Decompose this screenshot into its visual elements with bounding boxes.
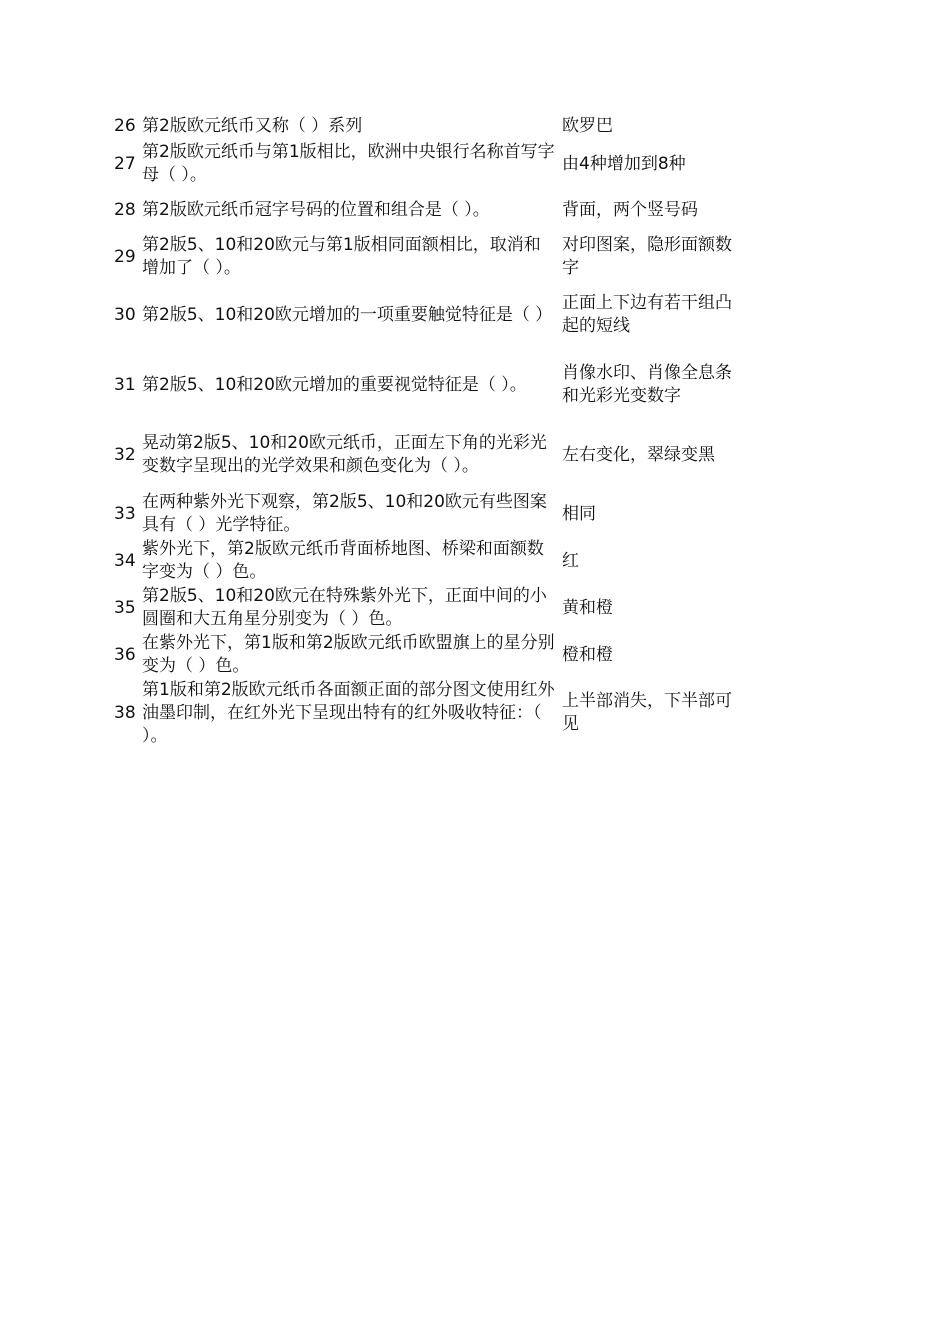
row-number: 29 [114,246,136,267]
question-text: 第2版欧元纸币冠字号码的位置和组合是（ ）。 [142,199,490,220]
answer-text: 由4种增加到8种 [562,153,686,174]
table-row [112,537,752,585]
answer-text: 背面，两个竖号码 [562,199,698,220]
question-text: 在两种紫外光下观察，第2版5、10和20欧元有些图案具有（ ）光学特征。 [142,492,547,535]
answer-text: 上半部消失，下半部可见 [562,691,732,734]
row-number: 34 [114,550,136,571]
question-text: 第2版5、10和20欧元增加的一项重要触觉特征是（ ） [142,304,553,325]
answer-text: 欧罗巴 [562,115,613,136]
table-row [112,140,752,188]
row-number: 32 [114,444,136,465]
row-number: 27 [114,153,136,174]
question-text: 在紫外光下，第1版和第2版欧元纸币欧盟旗上的星分别变为（ ）色。 [142,633,555,676]
answer-text: 相同 [562,503,596,524]
table-row [112,420,752,490]
row-number: 38 [114,702,136,723]
table-row [112,113,752,139]
row-number: 28 [114,199,136,220]
question-text: 第2版5、10和20欧元增加的重要视觉特征是（ ）。 [142,374,527,395]
table-row [112,197,752,223]
answer-text: 橙和橙 [562,644,613,665]
answer-text: 正面上下边有若干组凸起的短线 [562,293,732,336]
row-number: 33 [114,503,136,524]
question-text: 第2版欧元纸币与第1版相比，欧洲中央银行名称首写字母（ ）。 [142,142,555,185]
table-row [112,361,752,409]
answer-text: 黄和橙 [562,597,613,618]
answer-text: 肖像水印、肖像全息条和光彩光变数字 [562,363,732,406]
answer-text: 红 [562,550,579,571]
row-number: 30 [114,304,136,325]
row-number: 35 [114,597,136,618]
table-row [112,233,752,281]
table-row [112,291,752,339]
table-row [112,490,752,538]
row-number: 26 [114,115,136,136]
question-text: 晃动第2版5、10和20欧元纸币，正面左下角的光彩光变数字呈现出的光学效果和颜色变化为（ ）。 [142,433,547,476]
answer-text: 左右变化，翠绿变黑 [562,444,715,465]
question-text: 第2版欧元纸币又称（ ）系列 [142,115,363,136]
question-text: 紫外光下，第2版欧元纸币背面桥地图、桥梁和面额数字变为（ ）色。 [142,539,544,582]
answer-text: 对印图案，隐形面额数字 [562,235,732,278]
table-row [112,584,752,632]
table-row [112,678,752,748]
table-row [112,631,752,679]
question-text: 第2版5、10和20欧元在特殊紫外光下，正面中间的小圆圈和大五角星分别变为（ ）色。 [142,586,547,629]
row-number: 31 [114,374,136,395]
question-text: 第2版5、10和20欧元与第1版相同面额相比，取消和增加了（ ）。 [142,235,541,278]
question-text: 第1版和第2版欧元纸币各面额正面的部分图文使用红外油墨印制，在红外光下呈现出特有的红外吸收特征：（ ）。 [142,679,555,746]
row-number: 36 [114,644,136,665]
